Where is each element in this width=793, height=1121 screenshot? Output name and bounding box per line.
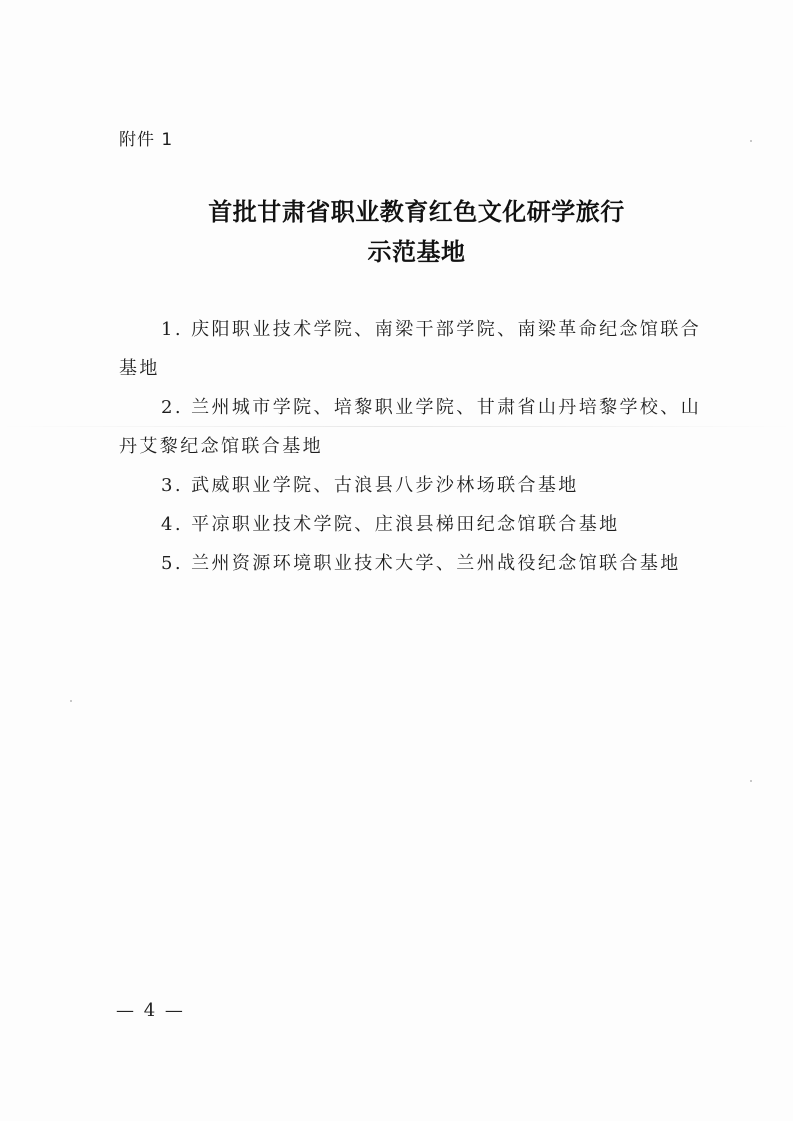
list-item: 3. 武威职业学院、古浪县八步沙林场联合基地 (161, 475, 579, 496)
list-item: 4. 平凉职业技术学院、庄浪县梯田纪念馆联合基地 (161, 514, 620, 535)
scan-speck (750, 780, 752, 782)
scan-speck (750, 140, 752, 142)
list-item: 2. 兰州城市学院、培黎职业学院、甘肃省山丹培黎学校、山丹艾黎纪念馆联合基地 (119, 397, 702, 457)
base-list (119, 310, 719, 583)
page-number: — 4 — (116, 1000, 185, 1021)
list-item: 1. 庆阳职业技术学院、南梁干部学院、南梁革命纪念馆联合基地 (119, 319, 702, 379)
scan-speck (70, 700, 72, 702)
list-item: 5. 兰州资源环境职业技术大学、兰州战役纪念馆联合基地 (161, 553, 681, 574)
attachment-label: 附件 1 (119, 130, 174, 150)
document-title-line-1: 首批甘肃省职业教育红色文化研学旅行 (208, 198, 625, 226)
document-title-line-2: 示范基地 (367, 238, 466, 266)
